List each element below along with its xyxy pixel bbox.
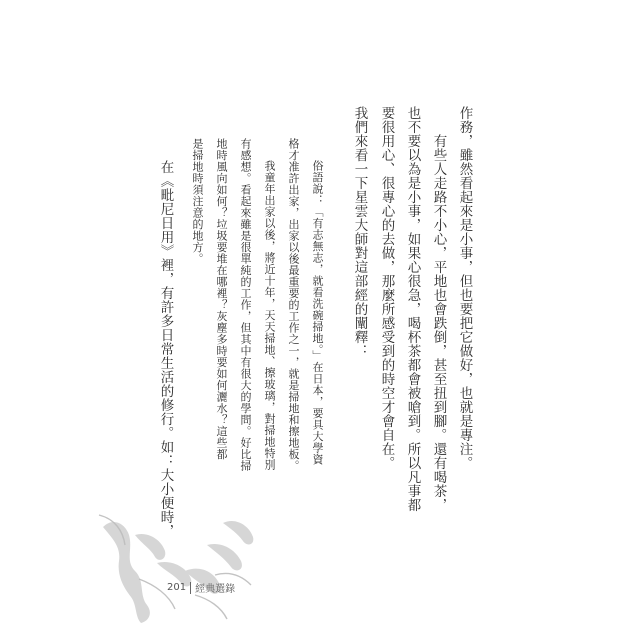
quote-column-2: 格才准許出家，出家以後最重要的工作之一，就是掃地和擦地板。	[287, 138, 300, 472]
passage-column-2: 有些人走路不小心，平地也會跌倒，甚至扭到腳。還有喝茶，	[430, 134, 447, 512]
quote-column-1: 俗語說：「有志無志，就看洗碗掃地。」在日本，要具大學資	[311, 160, 324, 465]
page-number: 201	[167, 582, 187, 593]
quote-column-6: 是掃地時須注意的地方。	[191, 138, 204, 265]
passage-column-3: 也不要以為是小事，如果心很急，喝杯茶都會被嗆到。所以凡事都	[404, 106, 421, 512]
quote-column-4: 有感想。看起來雖是很單純的工作，但其中有很大的學問。好比掃	[239, 138, 252, 472]
quote-column-5: 地時風向如何？垃圾要堆在哪裡？灰塵多時要如何灑水？這些都	[215, 138, 228, 460]
passage-column-1: 作務，雖然看起來是小事，但也要把它做好，也就是專注。	[456, 106, 473, 470]
passage-column-6: 在《毗尼日用》裡，有許多日常生活的修行。如：大小便時，	[157, 160, 174, 538]
ink-wash-decoration	[95, 505, 260, 625]
passage-column-4: 要很用心、很專心的去做，那麼所感受到的時空才會自在。	[378, 106, 395, 470]
footer-divider	[190, 582, 191, 594]
quote-column-3: 我童年出家以後，將近十年，天天掃地、擦玻璃，對掃地特別	[263, 160, 276, 471]
page-footer	[167, 580, 235, 595]
passage-column-5: 我們來看一下星雲大師對這部經的闡釋：	[351, 106, 368, 358]
section-title: 經典選錄	[195, 584, 236, 595]
